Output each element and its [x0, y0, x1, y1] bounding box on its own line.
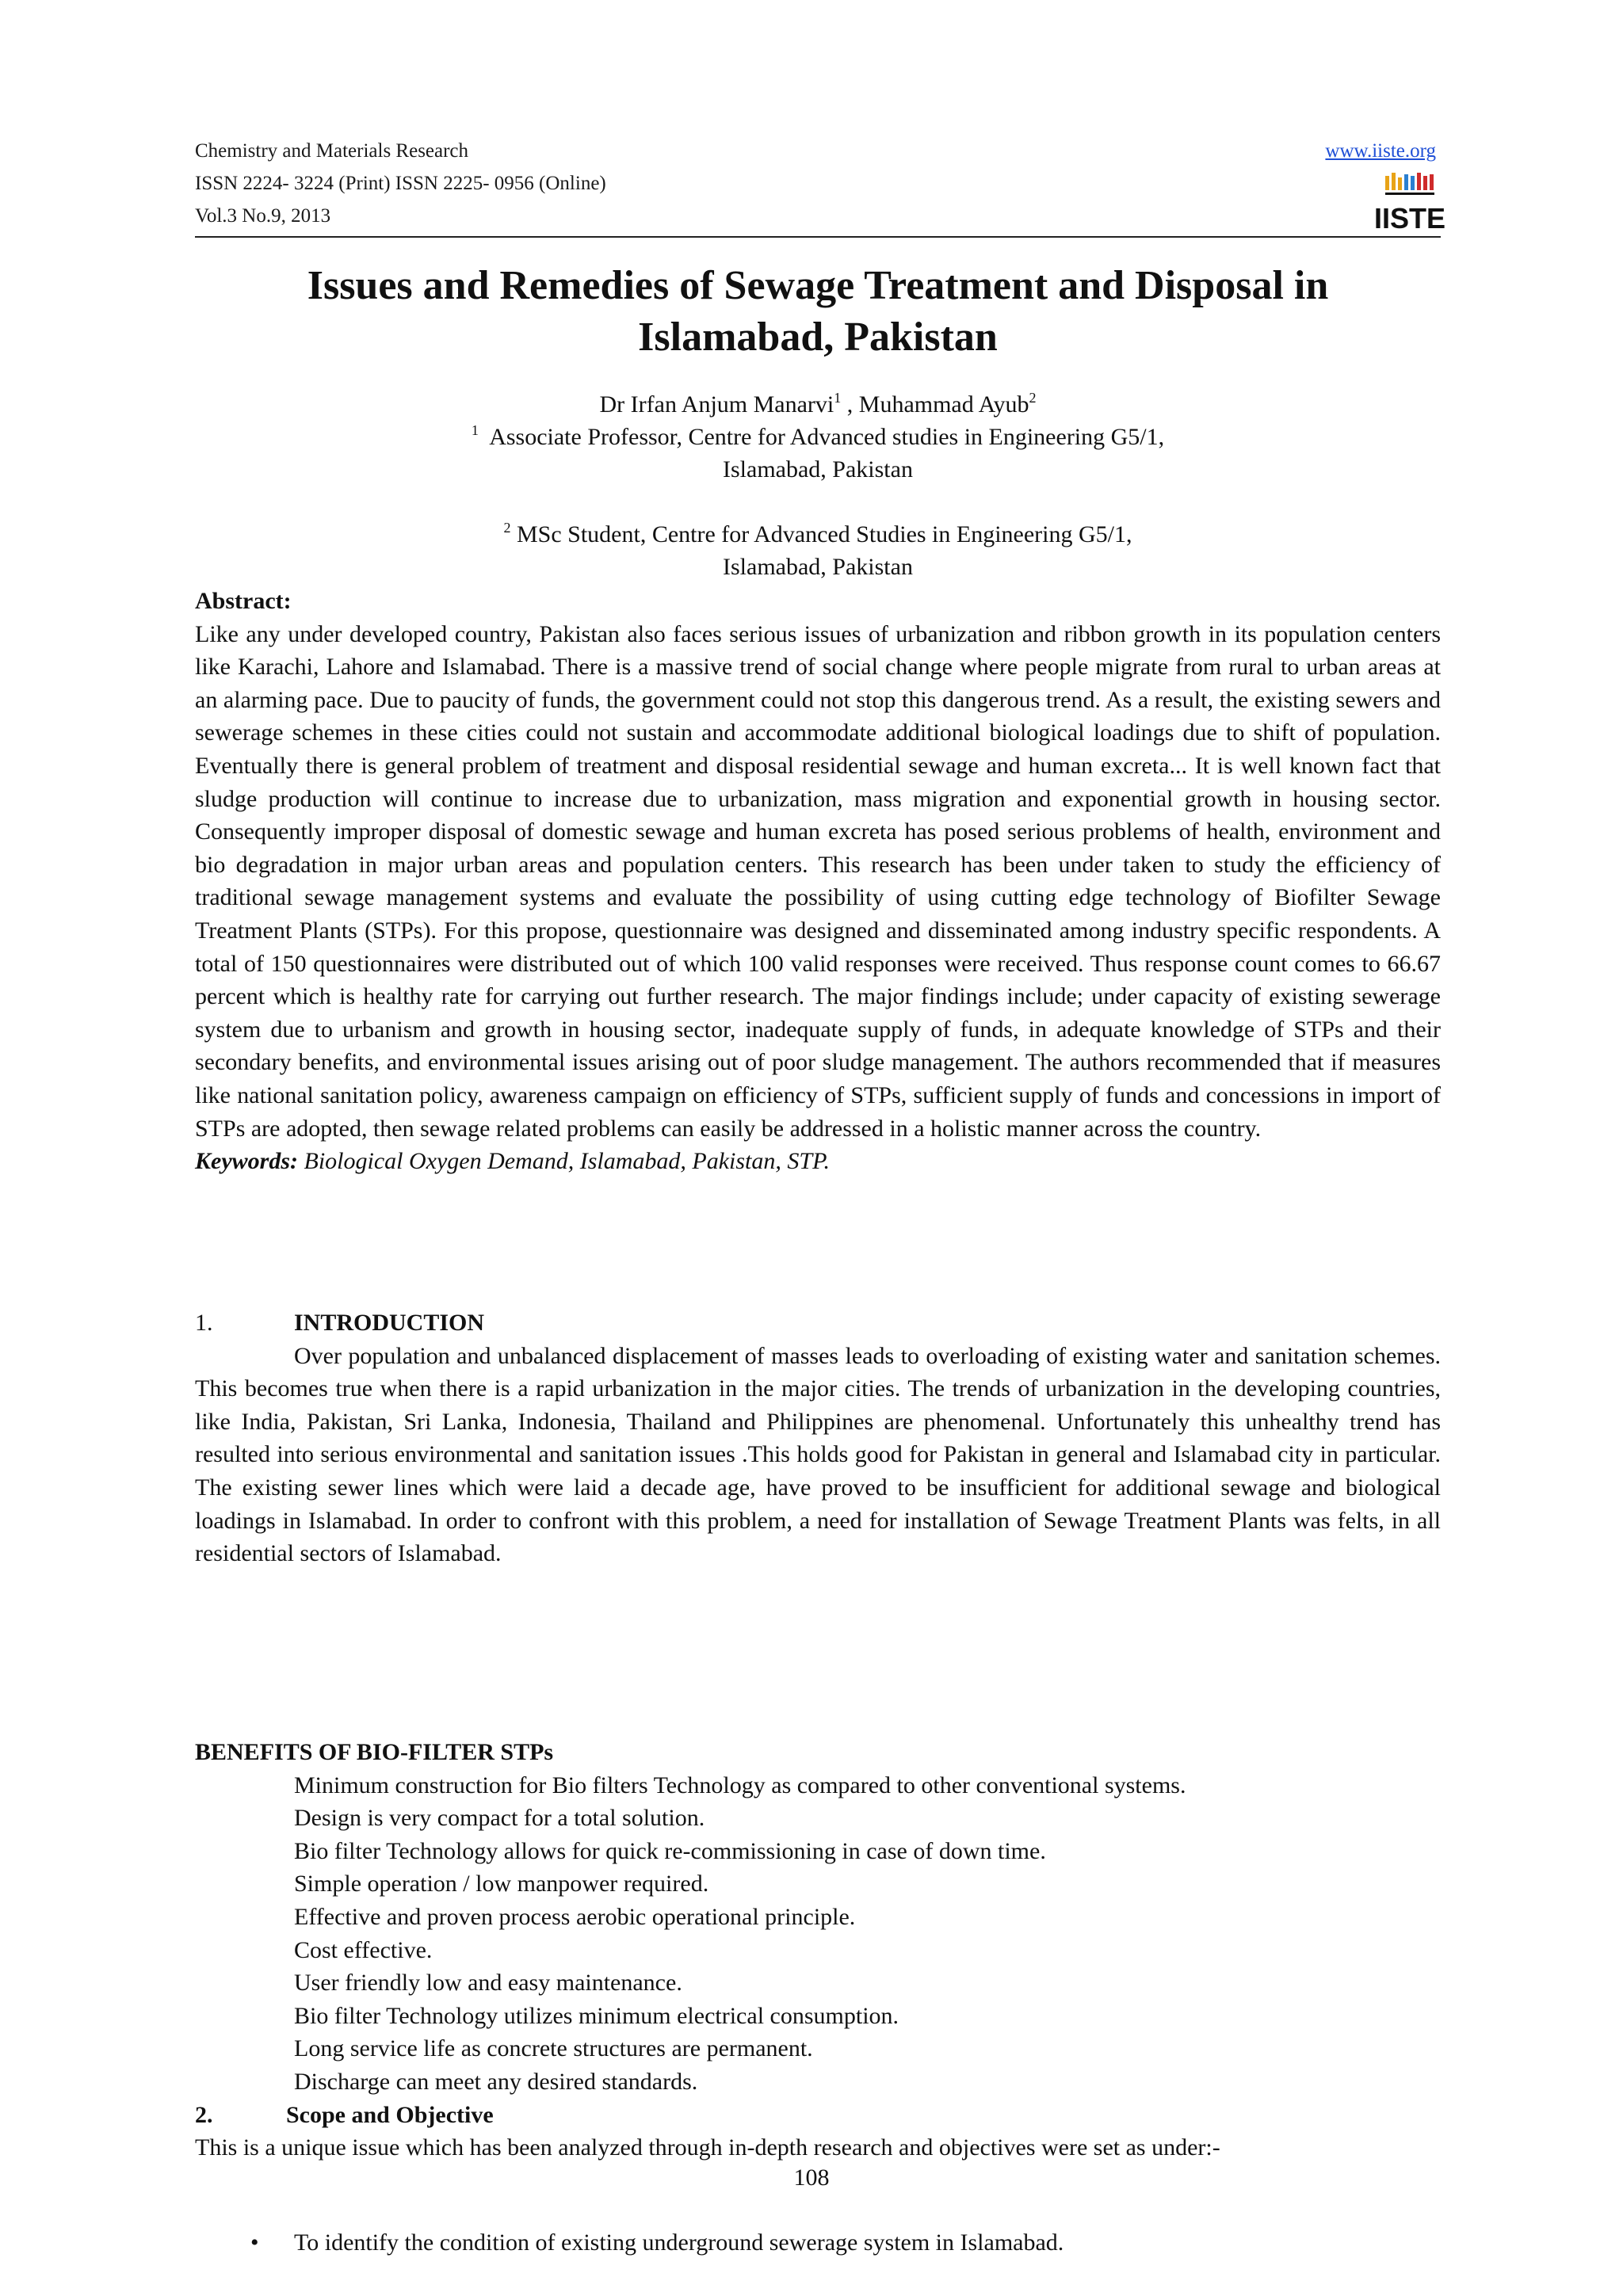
benefit-item: Cost effective.	[294, 1936, 433, 1963]
paper-title	[195, 260, 1441, 363]
benefit-item: Bio filter Technology allows for quick re-commissioning in case of down time.	[294, 1837, 1046, 1864]
logo-text: IISTE	[1373, 202, 1446, 235]
affiliation-1-line-1	[195, 421, 1441, 453]
benefit-item: User friendly low and easy maintenance.	[294, 1970, 682, 1997]
scope-text: This is a unique issue which has been analyzed through in-depth research and objectives were set as under:-	[195, 2134, 1220, 2161]
benefit-item: Bio filter Technology utilizes minimum electrical consumption.	[294, 2002, 899, 2029]
affiliation-1-text: Associate Professor, Centre for Advanced studies in Engineering G5/1,	[489, 424, 1165, 450]
benefits-heading: BENEFITS OF BIO-FILTER STPs	[195, 1739, 554, 1765]
bullet-icon: •	[250, 2229, 259, 2256]
author-list	[195, 388, 1441, 421]
benefit-item: Long service life as concrete structures are permanent.	[294, 2035, 813, 2062]
author-1-sup: 1	[834, 390, 842, 406]
title-line-2: Islamabad, Pakistan	[638, 315, 998, 360]
benefit-item: Design is very compact for a total solution.	[294, 1805, 705, 1832]
author-2-sup: 2	[1029, 390, 1037, 406]
author-separator: ,	[841, 391, 859, 418]
author-1: Dr Irfan Anjum Manarvi	[599, 391, 834, 418]
affiliation-2-line-1	[195, 518, 1441, 551]
benefit-item: Simple operation / low manpower required.	[294, 1871, 709, 1897]
issn-line: ISSN 2224- 3224 (Print) ISSN 2225- 0956 (Online)	[195, 173, 606, 194]
introduction-text: Over population and unbalanced displacement of masses leads to overloading of existing water and sanitation schemes. This becomes true when there is a rapid urbanization in the major cities. The trends of urbanization in the developing countries, like India, Pakistan, Sri Lanka, Indonesia, Thailand and Philippines are phenomenal. Unfortunately this unhealthy trend has resulted into serious environmental and sanitation issues .This holds good for Pakistan in general and Islamabad city in particular. The existing sewer lines which were laid a decade age, have proved to be insufficient for additional sewage and biological loadings in Islamabad. In order to confront with this problem, a need for installation of Sewage Treatment Plants was felts, in all residential sectors of Islamabad.	[195, 1342, 1441, 1567]
benefit-item: Discharge can meet any desired standards.	[294, 2068, 698, 2095]
running-header	[195, 135, 1446, 235]
introduction-heading	[195, 1306, 1441, 1340]
section-number-2: 2.	[195, 2101, 213, 2128]
header-divider	[195, 236, 1441, 238]
author-2: Muhammad Ayub	[858, 391, 1029, 418]
benefits-section	[195, 1736, 1441, 2164]
affiliation-1-sup: 1	[471, 422, 479, 438]
section-number-1: 1.	[195, 1310, 213, 1336]
bullet-text: To identify the condition of existing underground sewerage system in Islamabad.	[294, 2229, 1064, 2256]
journal-url-link[interactable]: www.iiste.org	[1325, 140, 1436, 162]
volume-line: Vol.3 No.9, 2013	[195, 205, 331, 227]
keywords-label: Keywords:	[195, 1148, 298, 1175]
benefit-item: Effective and proven process aerobic operational principle.	[294, 1903, 856, 1930]
keywords-line	[195, 1145, 1441, 1178]
iiste-logo	[1373, 171, 1446, 235]
scope-title: Scope and Objective	[286, 2101, 494, 2128]
page-number: 108	[793, 2164, 830, 2191]
title-line-1: Issues and Remedies of Sewage Treatment and Disposal in	[307, 263, 1329, 308]
benefit-item: Minimum construction for Bio filters Technology as compared to other conventional systems.	[294, 1772, 1186, 1798]
journal-name: Chemistry and Materials Research	[195, 140, 469, 162]
affiliation-2-sup: 2	[503, 520, 511, 536]
introduction-title: INTRODUCTION	[294, 1310, 485, 1336]
abstract-text: Like any under developed country, Pakistan also faces serious issues of urbanization and ribbon growth in its population centers like Karachi, Lahore and Islamabad. There is a massive trend of social change where people migrate from rural to urban areas at an alarming pace. Due to paucity of funds, the government could not stop this dangerous trend. As a result, the existing sewers and sewerage schemes in these cities could not sustain and accommodate additional biological loadings due to shift of population. Eventually there is general problem of treatment and disposal residential sewage and human excreta... It is well known fact that sludge production will continue to increase due to urbanization, mass migration and exponential growth in housing sector. Consequently improper disposal of domestic sewage and human excreta has posed serious problems of health, environment and bio degradation in major urban areas and population centers. This research has been under taken to study the efficiency of traditional sewage management systems and evaluate the possibility of using cutting edge technology of Biofilter Sewage Treatment Plants (STPs). For this propose, questionnaire was designed and disseminated among industry specific respondents. A total of 150 questionnaires were distributed out of which 100 valid responses were received. Thus response count comes to 66.67 percent which is healthy rate for carrying out further research. The major findings include; under capacity of existing sewerage system due to urbanism and growth in housing sector, inadequate supply of funds, in adequate knowledge of STPs and their secondary benefits, and environmental issues arising out of poor sludge management. The authors recommended that if measures like national sanitation policy, awareness campaign on efficiency of STPs, sufficient supply of funds and concessions in import of STPs are adopted, then sewage related problems can easily be addressed in a holistic manner across the country.	[195, 620, 1441, 1142]
keywords-text: Biological Oxygen Demand, Islamabad, Pakistan, STP.	[304, 1148, 831, 1175]
introduction-section	[195, 1306, 1441, 1570]
abstract-section	[195, 585, 1441, 1178]
scope-heading	[195, 2099, 1441, 2132]
abstract-heading: Abstract:	[195, 588, 292, 614]
affiliation-2-line-2: Islamabad, Pakistan	[723, 554, 913, 580]
affiliation-1-line-2: Islamabad, Pakistan	[723, 456, 913, 482]
affiliation-2-text: MSc Student, Centre for Advanced Studies in Engineering G5/1,	[516, 521, 1132, 547]
